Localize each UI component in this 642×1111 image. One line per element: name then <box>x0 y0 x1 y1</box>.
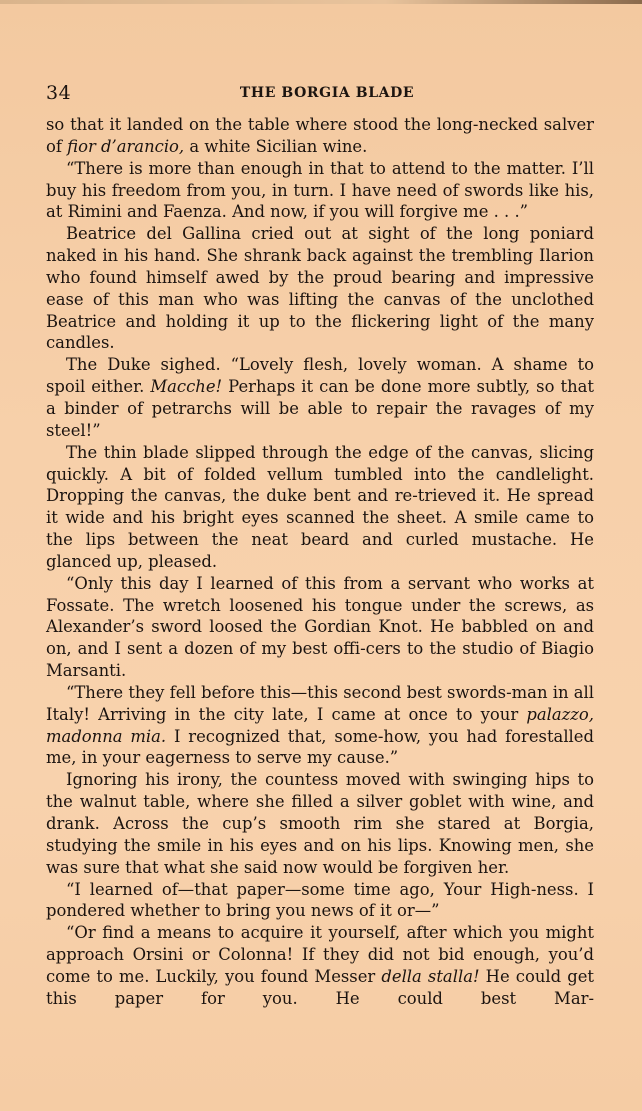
paragraph <box>46 682 594 769</box>
page-number: 34 <box>46 82 72 104</box>
paragraph <box>46 442 594 573</box>
paragraph-text: “I learned of—that paper—some time ago, Your High-ness. I pondered whether to bring you news of it or—” <box>46 879 594 921</box>
paragraph-text: Beatrice del Gallina cried out at sight of the long poniard naked in his hand. She shrank back against the trembling Ilarion who found himself awed by the proud bearing and impressive ease of this man who was lifting the canvas of the unclothed Beatrice and holding it up to the flickering light of the many candles. <box>46 224 594 353</box>
book-page <box>46 78 594 1010</box>
paragraph-text: The Duke sighed. “Lovely flesh, lovely woman. A shame to spoil either. <box>46 355 594 397</box>
paragraph <box>46 354 594 441</box>
paragraph <box>46 223 594 354</box>
paragraph-text: Ignoring his irony, the countess moved with swinging hips to the walnut table, where she filled a silver goblet with wine, and drank. Across the cup’s smooth rim she stared at Borgia, studying the smile in his eyes and on his lips. Knowing men, she was sure that what she said now would be forgiven her. <box>46 770 594 877</box>
paragraph-text: I recognized that, some-how, you had forestalled me, in your eagerness to serve my cause.” <box>46 726 594 768</box>
paragraph <box>46 922 594 1009</box>
body-text <box>46 114 594 1010</box>
paragraph-text: “Or find a means to acquire it yourself, after which you might approach Orsini or Colonna! If they did not bid enough, you’d come to me. Luckily, you found Messer <box>46 923 594 986</box>
running-head: THE BORGIA BLADE <box>239 85 415 101</box>
paragraph-text: He could get this paper for you. He could best Mar- <box>46 966 595 1008</box>
paragraph-text: “There is more than enough in that to attend to the matter. I’ll buy his freedom from you, in turn. I have need of swords like his, at Rimini and Faenza. And now, if you will forgive me . . .” <box>46 158 594 222</box>
paragraph <box>46 114 594 158</box>
italic-text: palazzo, madonna mia. <box>46 704 594 746</box>
italic-text: Macche! <box>150 377 223 397</box>
page-header <box>46 78 594 108</box>
paragraph-text: “There they fell before this—this second best swords-man in all Italy! Arriving in the city late, I came at once to your <box>46 682 594 724</box>
italic-text: della stalla! <box>381 966 480 986</box>
paragraph <box>46 573 594 682</box>
paragraph-text: “Only this day I learned of this from a servant who works at Fossate. The wretch loosened his tongue under the screws, as Alexander’s sword loosed the Gordian Knot. He babbled on and on, and I sent a dozen of my best offi-cers to the studio of Biagio Marsanti. <box>46 573 594 681</box>
paragraph-text: so that it landed on the table where stood the long-necked salver of <box>46 115 594 156</box>
page-top-edge <box>0 0 642 4</box>
paragraph <box>46 769 594 878</box>
paragraph <box>46 879 594 923</box>
paragraph-text: The thin blade slipped through the edge of the canvas, slicing quickly. A bit of folded vellum tumbled into the candlelight. Dropping the canvas, the duke bent and re-trieved it. He spread it wide and his bright eyes scanned the sheet. A smile came to the lips between the neat beard and curled mustache. He glanced up, pleased. <box>46 442 594 571</box>
italic-text: fior d’arancio, <box>67 136 185 156</box>
paragraph-text: a white Sicilian wine. <box>184 136 368 156</box>
paragraph-text: Perhaps it can be done more subtly, so that a binder of petrarchs will be able to repair the ravages of my steel!” <box>46 377 594 440</box>
paragraph <box>46 158 594 224</box>
